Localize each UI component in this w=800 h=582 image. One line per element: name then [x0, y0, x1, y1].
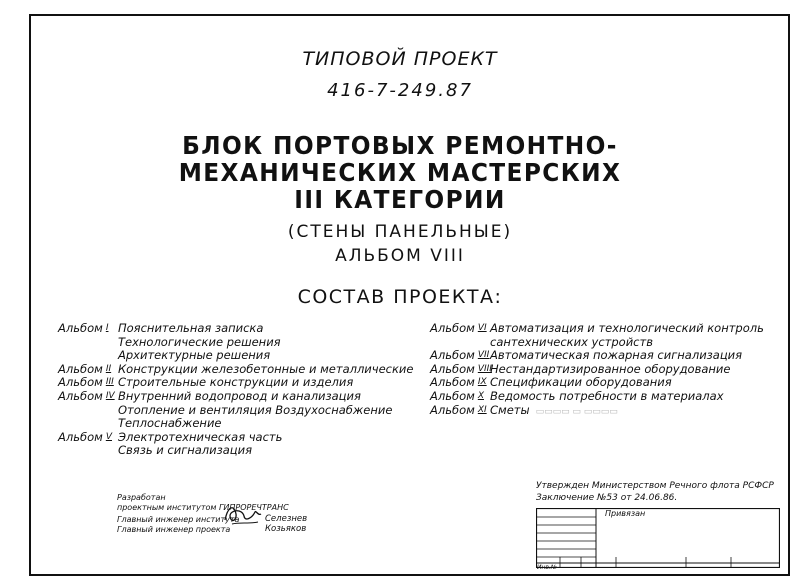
- album-line: Сметы: [490, 402, 530, 417]
- subtitle: (СТЕНЫ ПАНЕЛЬНЫЕ): [287, 222, 513, 242]
- album-number: I: [105, 323, 109, 333]
- album-line: Пояснительная записка: [118, 321, 264, 335]
- project-type: ТИПОВОЙ ПРОЕКТ: [302, 48, 498, 70]
- title-line-3: III КАТЕГОРИИ: [294, 185, 506, 214]
- album-line: Автоматизация и технологический контроль: [490, 321, 764, 335]
- chief-engineer-name: Селезнев: [265, 514, 308, 524]
- album-number: IV: [105, 390, 115, 401]
- album-number: X: [477, 390, 484, 401]
- stamp-table: [536, 508, 780, 568]
- album-number: VI: [477, 323, 487, 333]
- signature-icon: [222, 500, 264, 528]
- approval-line-2: Заключение №53 от 24.06.86.: [536, 493, 678, 503]
- album-entry: [430, 390, 764, 404]
- album-line: сантехнических устройств: [490, 334, 653, 349]
- chief-project-label: Главный инженер проекта: [117, 524, 231, 534]
- album-entry: [58, 363, 413, 377]
- title-line-1: БЛОК ПОРТОВЫХ РЕМОНТНО-: [182, 131, 618, 160]
- album-number: III: [105, 377, 114, 388]
- stamp-label: Привязан: [605, 509, 646, 518]
- album-line: Технологические решения: [118, 334, 281, 349]
- developer-line-2: проектным институтом ГИПРОРЕЧТРАНС: [117, 502, 289, 512]
- album-line: Отопление и вентиляция Воздухоснабжение: [118, 402, 393, 417]
- album-line: Электротехническая часть: [118, 429, 283, 444]
- album-title: АЛЬБОМ VIII: [335, 246, 465, 266]
- album-line: Спецификации оборудования: [490, 375, 672, 390]
- album-entry: [58, 376, 413, 390]
- album-number: VII: [477, 350, 490, 361]
- developer-line-1: Разработан: [117, 493, 166, 502]
- album-line: Теплоснабжение: [118, 416, 222, 431]
- composition-right-column: [430, 322, 764, 419]
- album-entry: [58, 390, 413, 431]
- album-label: Альбом: [430, 388, 475, 403]
- album-number: II: [105, 363, 112, 374]
- chief-project-name: Козьяков: [265, 524, 307, 534]
- developer-names: [265, 514, 307, 534]
- title-line-2: МЕХАНИЧЕСКИХ МАСТЕРСКИХ: [178, 158, 622, 187]
- album-line: Ведомость потребности в материалах: [490, 388, 724, 403]
- album-label: Альбом: [430, 402, 475, 417]
- album-entry: [430, 404, 764, 420]
- album-label: Альбом: [430, 348, 475, 363]
- album-entry: [430, 363, 764, 377]
- album-line: Конструкции железобетонные и металлические: [118, 361, 414, 376]
- composition-heading: СОСТАВ ПРОЕКТА:: [297, 286, 503, 308]
- album-line: Строительные конструкции и изделия: [118, 375, 354, 390]
- album-label: Альбом: [58, 321, 103, 335]
- album-entry: [430, 349, 764, 363]
- album-entry: [58, 322, 413, 363]
- album-number: VIII: [477, 363, 492, 374]
- chief-engineer-label: Главный инженер института: [117, 515, 240, 524]
- smudge-mark: ▭▭▭▭ ▭ ▭▭▭▭: [535, 406, 618, 417]
- album-label: Альбом: [58, 429, 103, 444]
- album-label: Альбом: [58, 375, 103, 390]
- album-label: Альбом: [430, 375, 475, 390]
- album-line: Нестандартизированное оборудование: [490, 361, 731, 376]
- album-number: XI: [477, 404, 487, 415]
- inventory-label: Инв.№: [537, 564, 558, 571]
- album-line: Автоматическая пожарная сигнализация: [490, 348, 743, 363]
- album-line: Связь и сигнализация: [118, 443, 253, 458]
- album-label: Альбом: [430, 361, 475, 376]
- album-number: V: [105, 431, 112, 442]
- project-number: 416-7-249.87: [327, 80, 473, 101]
- approval-line-1: Утвержден Министерством Речного флота РСФСР: [536, 481, 774, 491]
- album-label: Альбом: [58, 361, 103, 376]
- approval-block: [536, 480, 774, 504]
- album-number: IX: [477, 377, 487, 388]
- composition-left-column: [58, 322, 413, 458]
- album-entry: [430, 322, 764, 349]
- album-label: Альбом: [430, 321, 475, 335]
- album-line: Внутренний водопровод и канализация: [118, 388, 361, 403]
- album-entry: [430, 376, 764, 390]
- album-entry: [58, 431, 413, 458]
- album-line: Архитектурные решения: [118, 348, 271, 363]
- album-label: Альбом: [58, 388, 103, 403]
